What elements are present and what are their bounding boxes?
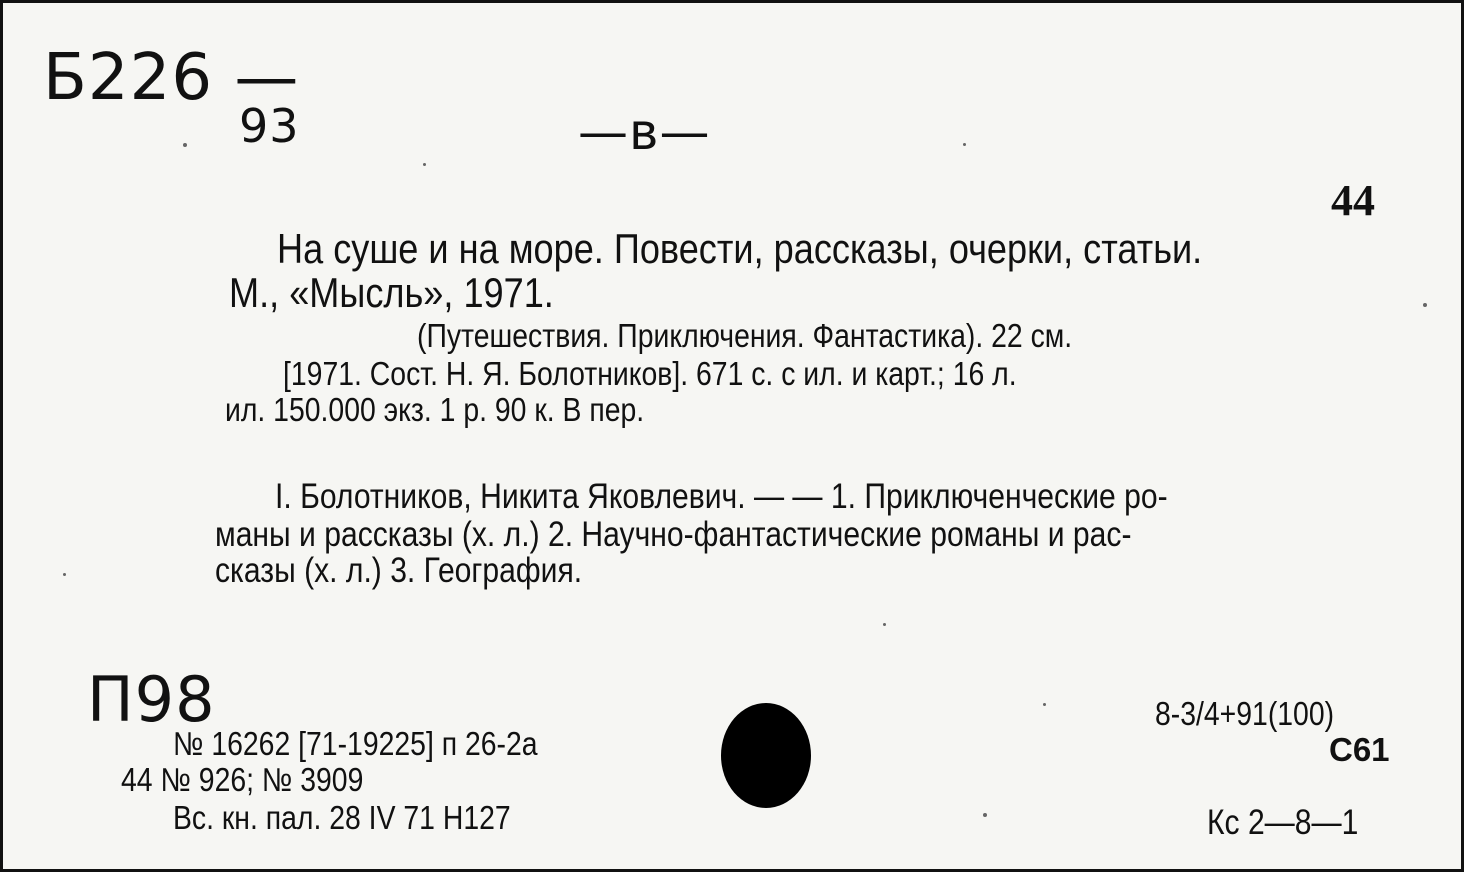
- class-number: 44: [1331, 176, 1375, 225]
- speck: [1043, 703, 1046, 706]
- shelfmark-bottom: П98: [87, 663, 216, 736]
- top-mark: —в—: [578, 103, 711, 161]
- punch-hole: [721, 703, 811, 808]
- imprint-line: М., «Мысль», 1971.: [229, 269, 554, 316]
- shelfmark-top: Б226 —: [43, 41, 300, 115]
- footer-right-line-2: С61: [1329, 731, 1390, 768]
- description-line-2: [1971. Сост. Н. Я. Болотников]. 671 с. с ил. и карт.; 16 л.: [283, 355, 1017, 392]
- speck: [983, 813, 987, 817]
- tracing-line-2: маны и рассказы (х. л.) 2. Научно-фантастические романы и рас-: [215, 515, 1132, 554]
- footer-left-line-3: Вс. кн. пал. 28 IV 71 Н127: [173, 799, 511, 836]
- speck: [423, 163, 426, 166]
- description-line-1: (Путешествия. Приключения. Фантастика). 22 см.: [417, 317, 1073, 354]
- footer-right-line-3: Кс 2—8—1: [1207, 803, 1359, 842]
- footer-left-line-2: 44 № 926; № 3909: [121, 761, 364, 798]
- footer-right-line-1: 8-3/4+91(100): [1155, 695, 1335, 732]
- speck: [963, 143, 966, 146]
- footer-left-line-1: № 16262 [71-19225] п 26-2а: [173, 725, 538, 762]
- speck: [63, 573, 66, 576]
- speck: [1423, 303, 1427, 307]
- speck: [883, 623, 886, 626]
- shelfmark-sub: 93: [239, 99, 300, 153]
- tracing-line-1: I. Болотников, Никита Яковлевич. — — 1. Приключенческие ро-: [275, 477, 1168, 516]
- title-line: На суше и на море. Повести, рассказы, очерки, статьи.: [277, 225, 1203, 272]
- description-line-3: ил. 150.000 экз. 1 р. 90 к. В пер.: [225, 391, 645, 428]
- tracing-line-3: сказы (х. л.) 3. География.: [215, 551, 583, 590]
- speck: [183, 143, 187, 147]
